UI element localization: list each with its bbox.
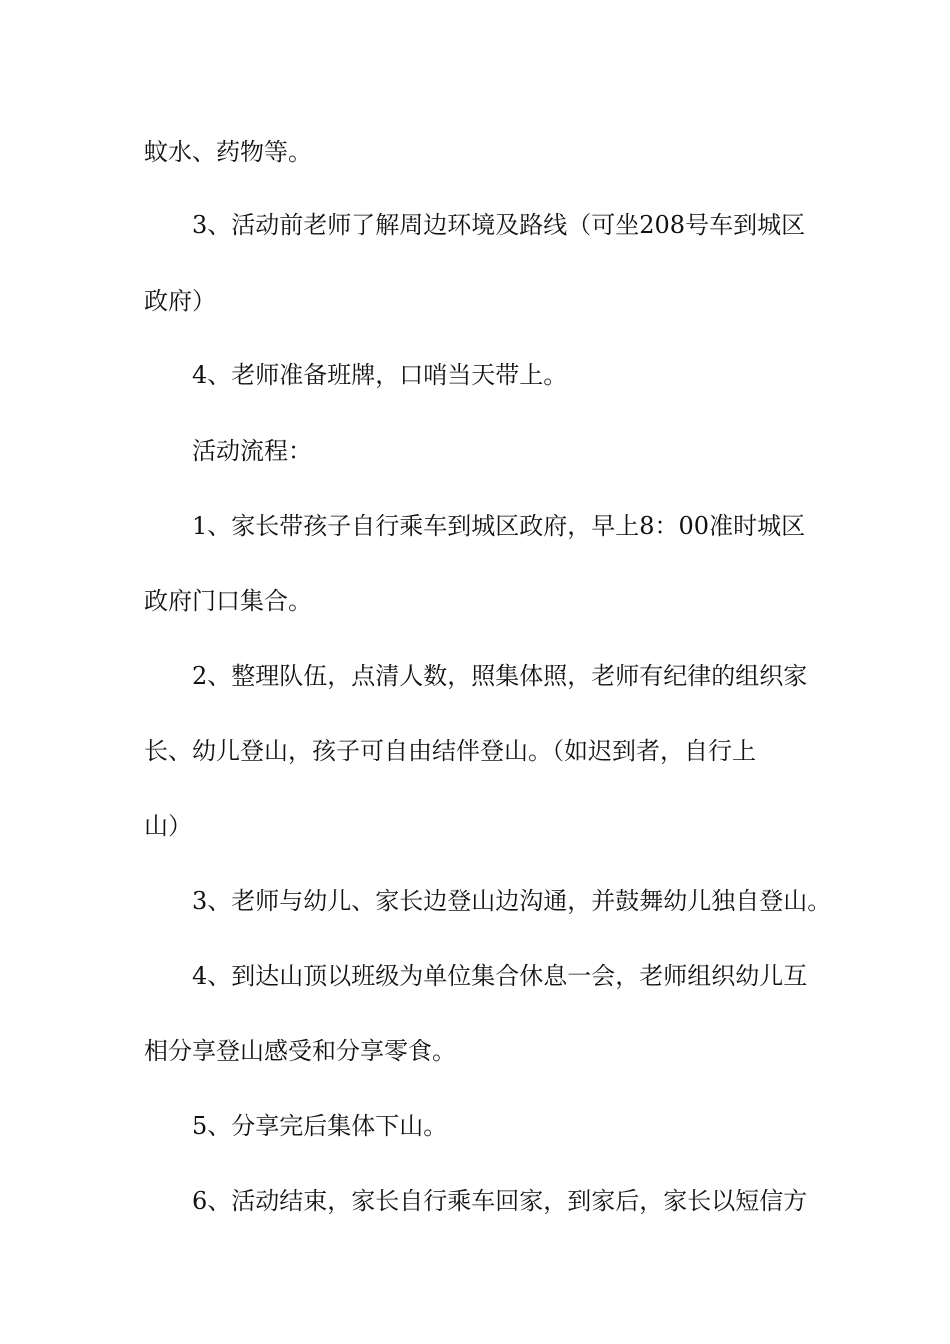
- text-line-12: 4、到达山顶以班级为单位集合休息一会，老师组织幼儿互: [192, 962, 808, 990]
- text-line-3: 政府）: [144, 287, 216, 315]
- text-line-6: 1、家长带孩子自行乘车到城区政府，早上8：00准时城区: [192, 512, 806, 540]
- text-line-11: 3、老师与幼儿、家长边登山边沟通，并鼓舞幼儿独自登山。: [192, 887, 832, 915]
- section-heading: 活动流程：: [192, 437, 312, 465]
- text-line-15: 6、活动结束，家长自行乘车回家，到家后，家长以短信方: [192, 1187, 808, 1215]
- text-line-10: 山）: [144, 812, 192, 840]
- text-line-14: 5、分享完后集体下山。: [192, 1112, 448, 1140]
- text-line-9: 长、幼儿登山，孩子可自由结伴登山。（如迟到者，自行上: [144, 737, 756, 765]
- text-line-13: 相分享登山感受和分享零食。: [144, 1037, 456, 1065]
- text-line-7: 政府门口集合。: [144, 587, 312, 615]
- text-line-8: 2、整理队伍，点清人数，照集体照，老师有纪律的组织家: [192, 662, 808, 690]
- text-line-4: 4、老师准备班牌，口哨当天带上。: [192, 361, 568, 389]
- text-line-2: 3、活动前老师了解周边环境及路线（可坐208号车到城区: [192, 211, 806, 239]
- text-line-1: 蚊水、药物等。: [144, 138, 312, 166]
